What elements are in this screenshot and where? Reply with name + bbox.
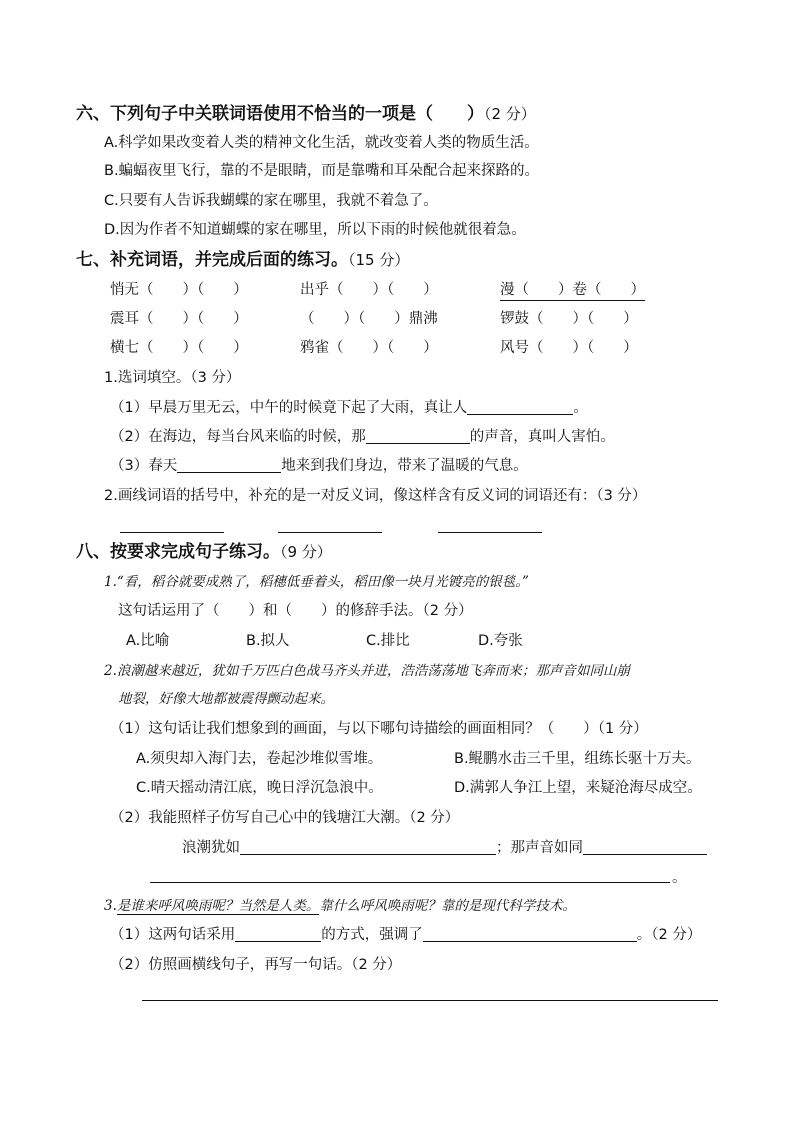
s8-q2-sub1: （1）这句话让我们想象到的画面，与以下哪句诗描绘的画面相同？（ ）（1 分） [110,721,648,737]
s6-option-a: A.科学如果改变着人类的精神文化生活，就改变着人类的物质生活。 [104,135,539,151]
answer-line[interactable] [278,532,382,533]
s6-option-d: D.因为作者不知道蝴蝶的家在哪里，所以下雨的时候他就很着急。 [104,222,526,238]
section-6-title: 六、下列句子中关联词语使用不恰当的一项是（ ） [76,104,484,124]
q1-item-3-text: （3）春天 [110,458,178,474]
section-6-heading [76,102,536,126]
q3-sub1-end: 。（2 分） [636,927,702,943]
q1-item-2-text: （2）在海边，每当台风来临的时候，那 [110,429,366,445]
fill-prefix-a: 浪潮犹如 [182,840,240,856]
word-blank-underlined[interactable]: 漫（ ）卷（ ） [500,280,645,301]
s8-q2-end: 。 [672,870,687,886]
fill-blank[interactable] [177,456,281,473]
s8-q2-fill [182,838,707,858]
section-7-points: （15 分） [348,251,410,269]
word-blank[interactable]: 锣鼓（ ）（ ） [500,311,638,327]
s6-option-b: B.蝙蝠夜里飞行，靠的不是眼睛，而是靠嘴和耳朵配合起来探路的。 [104,163,540,179]
section-6-points: （2 分） [484,105,536,123]
fill-blank[interactable] [235,925,321,942]
s7-q1-item-1 [110,398,588,418]
fill-prefix-b: ；那声音如同 [496,840,583,856]
word-blank[interactable]: 横七（ ）（ ） [110,340,248,356]
s7-q1-item-2 [110,427,615,447]
s8-q3-sub2: （2）仿照画横线句子，再写一句话。（2 分） [110,957,402,973]
fill-blank[interactable] [467,398,573,415]
section-7-title: 七、补充词语，并完成后面的练习。 [76,250,348,270]
q1-item-3-end: 地来到我们身边，带来了温暖的气息。 [281,458,528,474]
q3-sub1-mid: 的方式，强调了 [321,927,423,943]
q1-option-a: A.比喻 [126,633,170,649]
s8-q2-sub2: （2）我能照样子仿写自己心中的钱塘江大潮。（2 分） [110,810,460,826]
q2-option-d: D.满郭人争江上望，来疑沧海尽成空。 [454,780,702,796]
q3-sub1-text: （1）这两句话采用 [110,927,236,943]
answer-line[interactable] [438,532,542,533]
s7-q2: 2.画线词语的括号中，补充的是一对反义词，像这样含有反义词的词语还有：（3 分） [104,488,647,504]
s7-q1: 1.选词填空。（3 分） [104,370,241,386]
q1-option-c: C.排比 [366,633,410,649]
s8-q2-line2: 地裂，好像大地都被震得颤动起来。 [118,691,334,707]
fill-blank[interactable] [423,925,637,942]
section-8-title: 八、按要求完成句子练习。 [76,542,280,562]
q1-item-1-end: 。 [573,400,588,416]
s8-q2-line1: 2.浪潮越来越近，犹如千万匹白色战马齐头并进，浩浩荡荡地飞奔而来；那声音如同山崩 [104,663,630,679]
s8-q1: 1.“看，稻谷就要成熟了，稻穗低垂着头，稻田像一块月光镀亮的银毯。” [104,574,529,590]
section-8-points: （9 分） [280,543,332,561]
s8-q3 [104,896,576,916]
answer-line[interactable] [120,532,224,533]
word-blank[interactable]: 震耳（ ）（ ） [110,311,248,327]
q1-item-2-end: 的声音，真叫人害怕。 [469,429,615,445]
s7-q1-item-3 [110,456,528,476]
q3-number: 3. [104,898,117,914]
q1-option-d: D.夸张 [478,633,523,649]
fill-blank[interactable] [583,838,707,855]
answer-line[interactable] [142,1000,718,1001]
s6-option-c: C.只要有人告诉我蝴蝶的家在哪里，我就不着急了。 [104,193,438,209]
section-8-heading [76,540,332,564]
q3-second-sentence: 靠什么呼风唤雨呢？靠的是现代科学技术。 [319,898,576,914]
word-blank[interactable]: 鸦雀（ ）（ ） [300,340,438,356]
word-blank[interactable]: （ ）（ ）鼎沸 [300,311,438,327]
s8-q1-sub: 这句话运用了（ ）和（ ）的修辞手法。（2 分） [118,603,473,619]
section-7-heading [76,248,409,272]
q2-option-c: C.晴天摇动清江底，晚日浮沉急浪中。 [136,780,383,796]
q2-option-a: A.须臾却入海门去，卷起沙堆似雪堆。 [136,751,383,767]
word-blank[interactable]: 悄无（ ）（ ） [110,282,248,298]
word-blank[interactable]: 风号（ ）（ ） [500,340,638,356]
fill-blank[interactable] [240,838,496,855]
answer-line[interactable] [150,882,670,883]
q1-option-b: B.拟人 [246,633,290,649]
fill-blank[interactable] [366,427,470,444]
word-blank[interactable]: 出乎（ ）（ ） [300,282,438,298]
q3-underlined-sentence: 是谁来呼风唤雨呢？当然是人类。 [116,898,320,914]
s8-q3-sub1 [110,925,701,945]
q2-option-b: B.鲲鹏水击三千里，组练长驱十万夫。 [454,751,701,767]
q1-item-1-text: （1）早晨万里无云，中午的时候竟下起了大雨，真让人 [110,400,468,416]
